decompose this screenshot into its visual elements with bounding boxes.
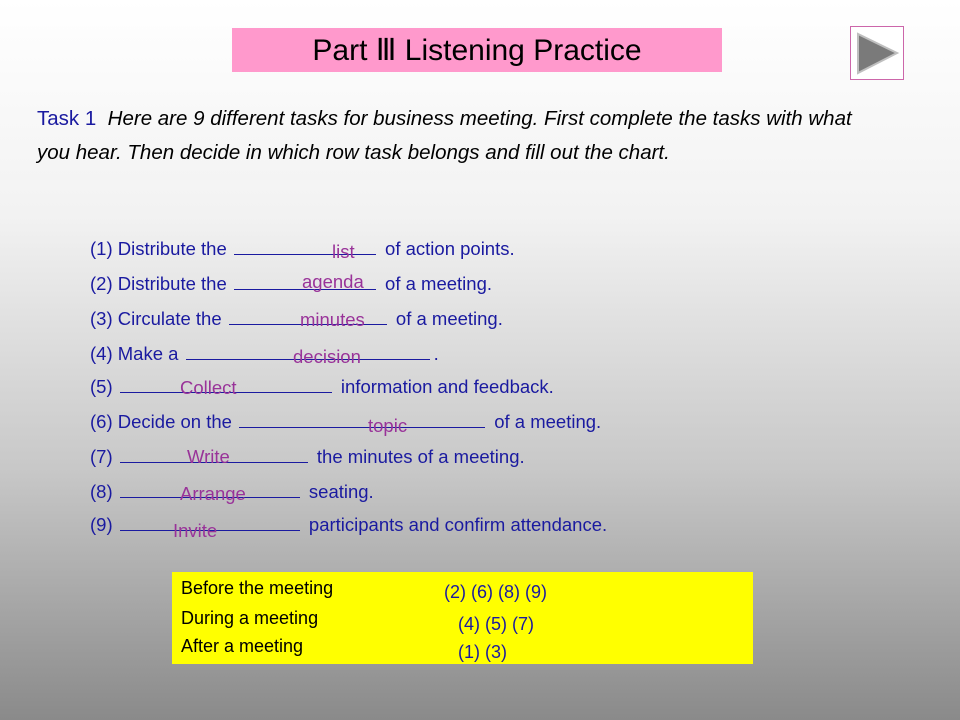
item-text-after: the minutes of a meeting. bbox=[316, 446, 525, 467]
answer-blank bbox=[239, 409, 485, 428]
chart-row-label-before: Before the meeting bbox=[181, 578, 334, 598]
task-item-2 bbox=[90, 271, 492, 295]
task-item-9 bbox=[90, 512, 607, 536]
answer-item-1: list bbox=[332, 241, 355, 262]
item-text-before: Decide on the bbox=[117, 411, 232, 432]
play-button[interactable] bbox=[850, 26, 904, 80]
answer-item-6: topic bbox=[368, 415, 408, 436]
item-number: (5) bbox=[90, 376, 113, 397]
chart-row-label-after: After a meeting bbox=[181, 636, 304, 656]
answer-item-2: agenda bbox=[302, 271, 364, 292]
chart-row-value-during: (4) (5) (7) bbox=[458, 614, 534, 634]
item-text-after: information and feedback. bbox=[340, 376, 554, 397]
task-item-4 bbox=[90, 341, 439, 365]
item-text-after: . bbox=[433, 343, 439, 364]
item-number: (3) bbox=[90, 308, 113, 329]
item-number: (1) bbox=[90, 238, 113, 259]
task-item-5 bbox=[90, 374, 554, 398]
item-number: (7) bbox=[90, 446, 113, 467]
answer-item-9: Invite bbox=[173, 520, 218, 541]
item-text-after: of action points. bbox=[385, 238, 515, 259]
item-text-before: Distribute the bbox=[117, 273, 227, 294]
task-item-7 bbox=[90, 444, 525, 468]
item-number: (4) bbox=[90, 343, 113, 364]
item-number: (8) bbox=[90, 481, 113, 502]
item-text-before: Distribute the bbox=[117, 238, 227, 259]
item-text-before: Make a bbox=[117, 343, 179, 364]
task-item-6 bbox=[90, 409, 601, 433]
item-number: (6) bbox=[90, 411, 113, 432]
item-text-after: of a meeting. bbox=[494, 411, 602, 432]
answer-item-8: Arrange bbox=[180, 483, 246, 504]
item-text-before: Circulate the bbox=[117, 308, 222, 329]
chart-row-value-after: (1) (3) bbox=[458, 642, 507, 662]
answer-item-5: Collect bbox=[180, 377, 237, 398]
task-label: Task 1 bbox=[37, 107, 97, 130]
answer-item-7: Write bbox=[187, 446, 230, 467]
item-number: (9) bbox=[90, 514, 113, 535]
chart-row-label-during: During a meeting bbox=[181, 608, 319, 628]
task-instructions bbox=[37, 102, 887, 170]
item-number: (2) bbox=[90, 273, 113, 294]
chart-row-value-before: (2) (6) (8) (9) bbox=[444, 582, 547, 602]
item-text-after: participants and confirm attendance. bbox=[308, 514, 608, 535]
item-text-after: of a meeting. bbox=[385, 273, 492, 294]
classification-chart bbox=[172, 572, 753, 664]
task-item-3 bbox=[90, 306, 503, 330]
task-item-1 bbox=[90, 236, 515, 260]
task-text: Here are 9 different tasks for business meeting. First complete the tasks with what you hear. Then decide in which row task belongs and fill out the chart. bbox=[37, 107, 852, 164]
page-title-banner bbox=[232, 28, 722, 72]
play-triangle-icon bbox=[851, 27, 903, 79]
answer-item-4: decision bbox=[293, 346, 361, 367]
item-text-after: of a meeting. bbox=[395, 308, 503, 329]
page-title: Part Ⅲ Listening Practice bbox=[312, 33, 642, 67]
answer-item-3: minutes bbox=[300, 309, 365, 330]
item-text-after: seating. bbox=[308, 481, 374, 502]
